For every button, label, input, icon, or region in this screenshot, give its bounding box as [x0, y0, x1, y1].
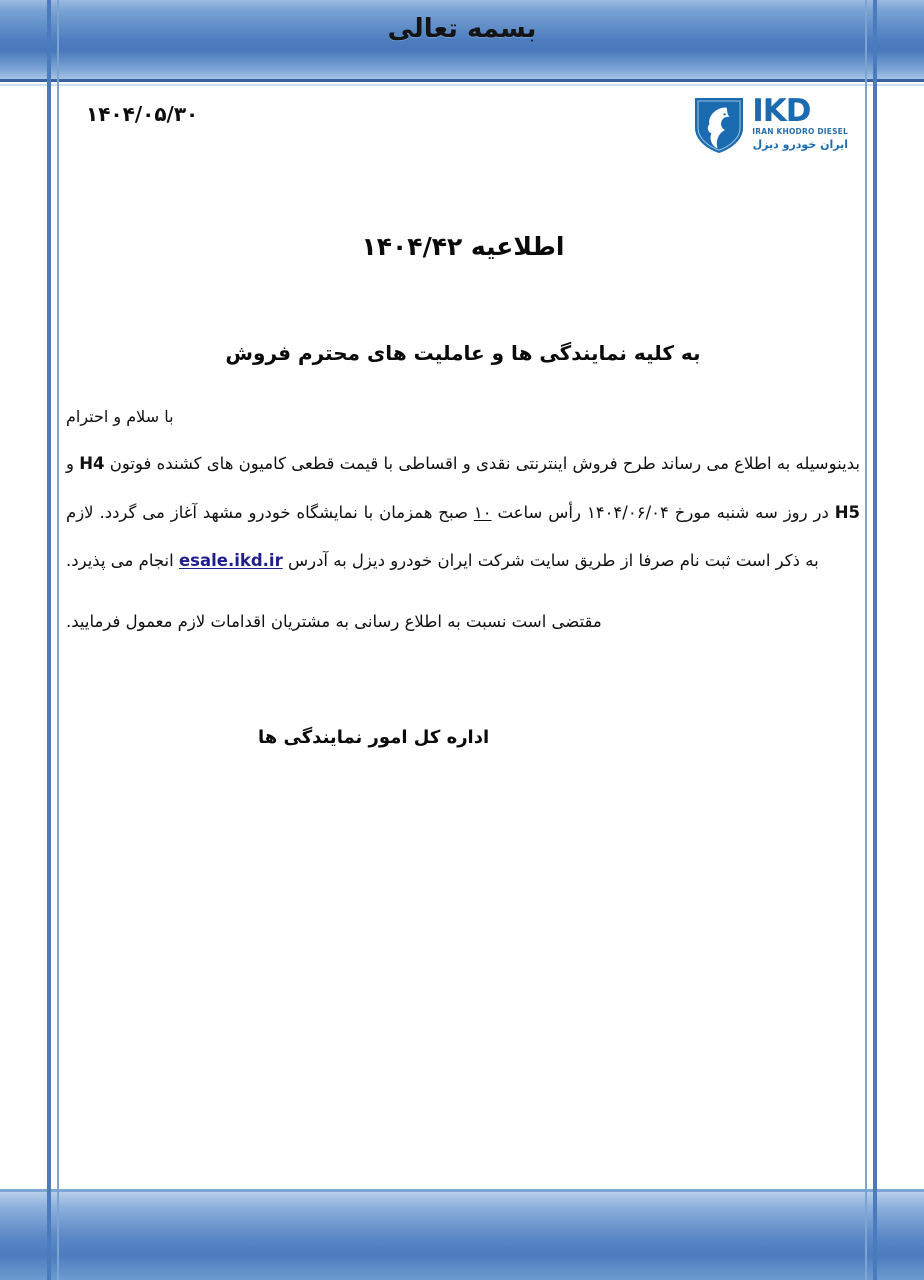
frame-rule-right-inner: [865, 0, 867, 1280]
frame-rule-left-inner: [57, 0, 59, 1280]
body-part-3: صبح همزمان با نمایشگاه خودرو مشهد آغاز می گردد. لازم به ذکر است ثبت نام صرفا از طریق سایت شرکت ایران خودرو دیزل به آدرس: [66, 502, 819, 571]
greeting-text: با سلام و احترام: [66, 407, 174, 426]
document-content: [62, 86, 864, 1186]
logo-abbreviation: IKD: [752, 93, 811, 130]
body-part-4: انجام می پذیرد.: [66, 551, 179, 571]
registration-site-link[interactable]: esale.ikd.ir: [178, 551, 283, 571]
document-meta-row: [62, 86, 864, 182]
closing-paragraph: مقتضی است نسبت به اطلاع رسانی به مشتریان اقدامات لازم معمول فرمایید.: [66, 612, 602, 632]
frame-rule-top-outer: [0, 79, 924, 82]
body-part-1: بدینوسیله به اطلاع می رساند طرح فروش اینترنتی نقدی و اقساطی با قیمت قطعی کامیون های کشنده فوتون: [104, 454, 860, 473]
body-paragraph: [62, 440, 864, 586]
page-title: اطلاعیه ۱۴۰۴/۴۲: [361, 232, 565, 261]
basmala-heading: بسمه تعالی: [387, 14, 537, 44]
model-h4: H4: [79, 454, 105, 473]
body-conjunction: و: [66, 454, 80, 473]
document-date: ۱۴۰۴/۰۵/۳۰: [86, 102, 199, 126]
signature-block: اداره کل امور نمایندگی ها: [258, 727, 490, 749]
event-time: ۱۰: [473, 502, 492, 522]
logo-wordmark: [752, 93, 848, 151]
document-subtitle: به کلیه نمایندگی ها و عاملیت های محترم فروش: [225, 341, 701, 365]
frame-rule-bottom: [0, 1189, 924, 1192]
frame-rule-left-outer: [47, 0, 51, 1280]
logo-english-name: IRAN KHODRO DIESEL: [752, 126, 848, 136]
body-part-2: در روز سه شنبه مورخ ۱۴۰۴/۰۶/۰۴ رأس ساعت: [491, 502, 835, 522]
left-gutter: [0, 85, 47, 1190]
ikd-logo: [693, 94, 848, 154]
model-h5: H5: [834, 502, 860, 522]
horse-head-shield-icon: [693, 94, 745, 154]
footer-band: [0, 1191, 924, 1280]
frame-rule-right-outer: [873, 0, 877, 1280]
logo-persian-name: ایران خودرو دیزل: [752, 137, 848, 151]
right-gutter: [877, 85, 924, 1190]
